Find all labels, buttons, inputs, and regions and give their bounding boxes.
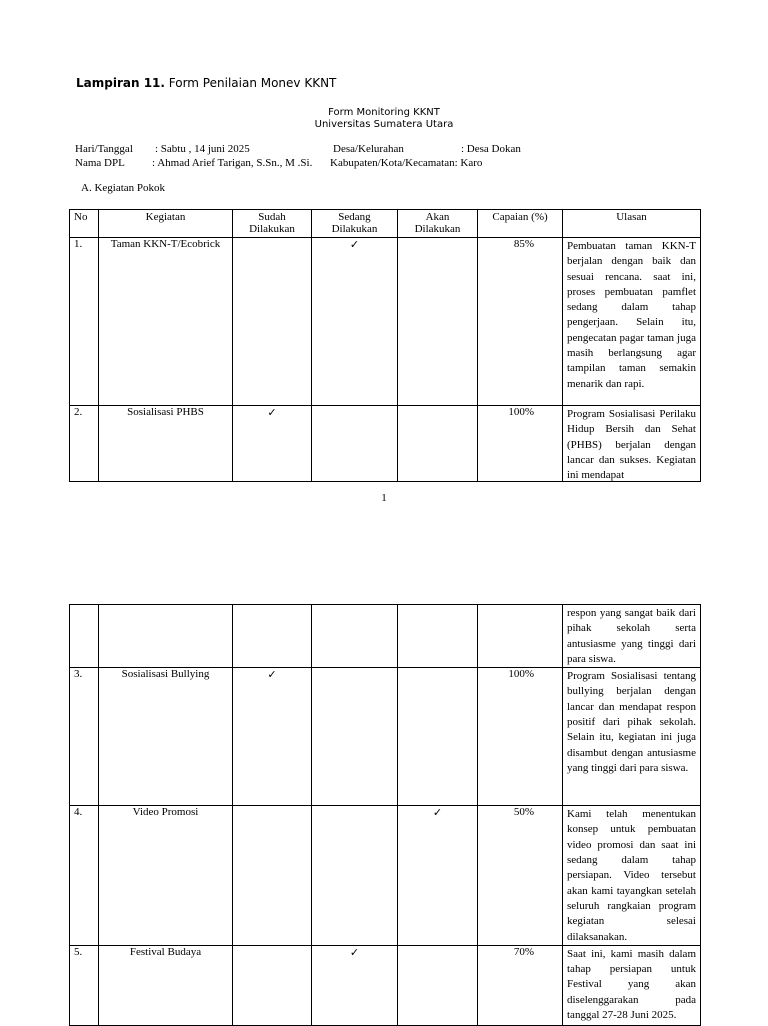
activity-name: Taman KKN-T/Ecobrick (99, 238, 233, 406)
status-ongoing-cell (312, 806, 398, 946)
activity-name: Video Promosi (99, 806, 233, 946)
attachment-title: Form Penilaian Monev KKNT (164, 76, 337, 90)
section-title: A. Kegiatan Pokok (81, 182, 166, 194)
check-icon: ✓ (267, 668, 277, 682)
village-label: Desa/Kelurahan (333, 143, 404, 155)
header-sudah: Sudah Dilakukan (233, 210, 312, 238)
status-planned-cell (398, 238, 478, 406)
row-number: 2. (70, 406, 99, 482)
activity-table-page2 (69, 604, 701, 1026)
status-done-cell (233, 238, 312, 406)
achievement-value: 70% (478, 945, 563, 1025)
review-text: Saat ini, kami masih dalam tahap persiapan untuk Festival yang akan diselenggarakan pada tanggal 27-28 Juni 2025. (563, 945, 701, 1025)
day-date-value: : Sabtu , 14 juni 2025 (155, 143, 250, 155)
achievement-value: 100% (478, 406, 563, 482)
header-sedang: Sedang Dilakukan (312, 210, 398, 238)
status-ongoing-cell (312, 668, 398, 806)
status-ongoing-cell (312, 238, 398, 406)
supervisor-label: Nama DPL (75, 157, 125, 169)
activity-name: Sosialisasi PHBS (99, 406, 233, 482)
check-icon: ✓ (432, 806, 443, 820)
header-no: No (70, 210, 99, 238)
header-ulasan: Ulasan (563, 210, 701, 238)
empty-cell (398, 605, 478, 668)
review-text-continued: respon yang sangat baik dari pihak sekolah serta antusiasme yang tinggi dari para siswa. (563, 605, 701, 668)
review-text: Program Sosialisasi tentang bullying berjalan dengan lancar dan mendapat respon positif dari pihak sekolah. Selain itu, kegiatan ini juga disambut dengan antusiasme yang tinggi dari para siswa. (563, 668, 701, 806)
attachment-number: Lampiran 11. (76, 76, 165, 90)
activity-name: Sosialisasi Bullying (99, 668, 233, 806)
status-planned-cell (398, 406, 478, 482)
status-ongoing-cell (312, 945, 398, 1025)
form-title: Form Monitoring KKNT (328, 107, 440, 118)
day-date-label: Hari/Tanggal (75, 143, 133, 155)
university-name: Universitas Sumatera Utara (314, 119, 454, 130)
status-done-cell (233, 406, 312, 482)
achievement-value: 50% (478, 806, 563, 946)
review-text (563, 406, 701, 482)
status-done-cell (233, 945, 312, 1025)
check-icon: ✓ (349, 238, 360, 251)
check-icon: ✓ (267, 406, 277, 419)
header-akan: Akan Dilakukan (398, 210, 478, 238)
table-row-continuation (70, 605, 701, 668)
table-row (70, 238, 701, 406)
empty-cell (70, 605, 99, 668)
check-icon: ✓ (349, 945, 360, 959)
table-row (70, 806, 701, 946)
row-number: 5. (70, 945, 99, 1025)
village-value: : Desa Dokan (461, 143, 521, 155)
supervisor-value: : Ahmad Arief Tarigan, S.Sn., M .Si. (152, 157, 313, 169)
activity-name: Festival Budaya (99, 945, 233, 1025)
row-number: 4. (70, 806, 99, 946)
header-kegiatan: Kegiatan (99, 210, 233, 238)
table-row (70, 406, 701, 482)
empty-cell (312, 605, 398, 668)
review-text: Pembuatan taman KKN-T berjalan dengan baik dan sesuai rencana. saat ini, proses pembuatan pamflet sedang dalam tahap pengerjaan. Selain itu, pengecatan pagar taman juga masih berlangsung agar tampilan taman semakin menarik dan rapi. (563, 238, 701, 406)
status-planned-cell (398, 668, 478, 806)
empty-cell (478, 605, 563, 668)
table-header-row (70, 210, 701, 238)
review-text-clip: Program Sosialisasi Perilaku Hidup Bersih dan Sehat (PHBS) berjalan dengan lancar dan sukses. Kegiatan ini mendapat (567, 408, 696, 481)
row-number: 3. (70, 668, 99, 806)
empty-cell (99, 605, 233, 668)
achievement-value: 85% (478, 238, 563, 406)
table-row (70, 668, 701, 806)
status-planned-cell (398, 806, 478, 946)
status-done-cell (233, 806, 312, 946)
row-number: 1. (70, 238, 99, 406)
achievement-value: 100% (478, 668, 563, 806)
status-planned-cell (398, 945, 478, 1025)
review-text: Kami telah menentukan konsep untuk pembuatan video promosi dan saat ini sedang dalam tahap persiapan. Video tersebut akan kami tayangkan setelah seluruh rangkaian program kegiatan selesai dilaksanakan. (563, 806, 701, 946)
status-ongoing-cell (312, 406, 398, 482)
attachment-heading (76, 76, 336, 90)
header-capaian: Capaian (%) (478, 210, 563, 238)
status-done-cell (233, 668, 312, 806)
page-number: 1 (381, 492, 387, 504)
table-row (70, 945, 701, 1025)
empty-cell (233, 605, 312, 668)
activity-table-page1 (69, 209, 701, 482)
regency-label: Kabupaten/Kota/Kecamatan: Karo (330, 157, 483, 169)
